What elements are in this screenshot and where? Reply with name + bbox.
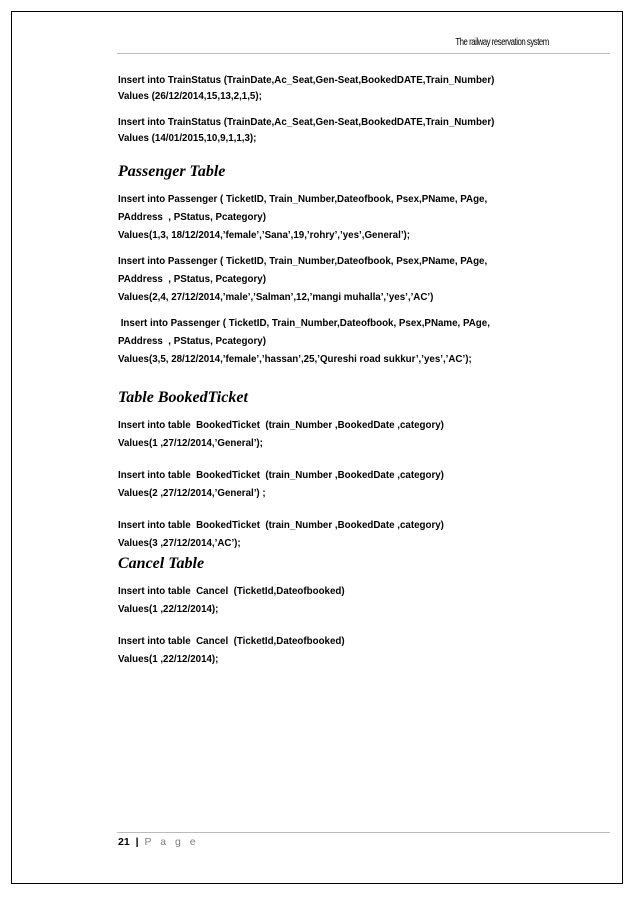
- sql-line: Insert into TrainStatus (TrainDate,Ac_Seat,Gen-Seat,BookedDATE,Train_Number): [118, 116, 495, 128]
- sql-statement: [118, 632, 610, 668]
- sql-line: Values(1,3, 18/12/2014,’female’,’Sana’,19,’rohry’,’yes’,General’);: [118, 229, 411, 241]
- sql-line: Values (14/01/2015,10,9,1,1,3);: [118, 132, 257, 144]
- sql-line: PAddress , PStatus, Pcategory): [118, 273, 266, 285]
- sql-statement: [118, 252, 610, 306]
- sql-statement: [118, 516, 610, 552]
- sql-statement: [118, 190, 610, 244]
- sql-line: PAddress , PStatus, Pcategory): [118, 335, 266, 347]
- section-heading: Table BookedTicket: [118, 389, 248, 406]
- sql-line: Insert into table Cancel (TicketId,Dateofbooked): [118, 635, 345, 647]
- sql-line: Insert into table Cancel (TicketId,Dateofbooked): [118, 585, 345, 597]
- sql-line: PAddress , PStatus, Pcategory): [118, 211, 266, 223]
- sql-line: Insert into table BookedTicket (train_Number ,BookedDate ,category): [118, 519, 444, 531]
- sql-line: Values(2,4, 27/12/2014,’male’,’Salman’,12,’mangi muhalla’,’yes’,’AC’): [118, 291, 434, 303]
- sql-statement: [118, 72, 610, 104]
- section-heading: Passenger Table: [118, 163, 226, 180]
- sql-line: Values(3 ,27/12/2014,’AC’);: [118, 537, 241, 549]
- sql-statement: [118, 416, 610, 452]
- header-title: The railway reservation system: [455, 37, 549, 48]
- footer-divider: [117, 832, 610, 833]
- sql-statement: [118, 114, 610, 146]
- sql-statement: [118, 466, 610, 502]
- footer-separator: |: [135, 836, 139, 848]
- sql-line: Values(1 ,27/12/2014,’General’);: [118, 437, 263, 449]
- section-passenger-table: [118, 162, 610, 368]
- header-divider: [117, 53, 610, 54]
- sql-line: Insert into Passenger ( TicketID, Train_Number,Dateofbook, Psex,PName, PAge,: [118, 193, 488, 205]
- sql-statement: [118, 314, 610, 368]
- sql-line: Insert into table BookedTicket (train_Number ,BookedDate ,category): [118, 469, 444, 481]
- sql-line: Insert into Passenger ( TicketID, Train_Number,Dateofbook, Psex,PName, PAge,: [118, 317, 490, 329]
- sql-line: Insert into table BookedTicket (train_Number ,BookedDate ,category): [118, 419, 444, 431]
- page-label: P a g e: [144, 836, 199, 848]
- document-body: [118, 72, 610, 678]
- sql-line: Insert into TrainStatus (TrainDate,Ac_Seat,Gen-Seat,BookedDATE,Train_Number): [118, 74, 495, 86]
- section-bookedticket-table: [118, 388, 610, 552]
- section-cancel-table: [118, 554, 610, 668]
- page-footer: [118, 836, 199, 848]
- sql-statement: [118, 582, 610, 618]
- sql-line: Values(1 ,22/12/2014);: [118, 603, 219, 615]
- sql-line: Values(1 ,22/12/2014);: [118, 653, 219, 665]
- section-heading: Cancel Table: [118, 555, 205, 572]
- sql-line: Values(2 ,27/12/2014,’General’) ;: [118, 487, 266, 499]
- section-trainstatus: [118, 72, 610, 146]
- sql-line: Values (26/12/2014,15,13,2,1,5);: [118, 90, 262, 102]
- sql-line: Insert into Passenger ( TicketID, Train_Number,Dateofbook, Psex,PName, PAge,: [118, 255, 488, 267]
- sql-line: Values(3,5, 28/12/2014,’female’,’hassan’,25,’Qureshi road sukkur’,’yes’,’AC’);: [118, 353, 472, 365]
- page-number: 21: [118, 836, 130, 848]
